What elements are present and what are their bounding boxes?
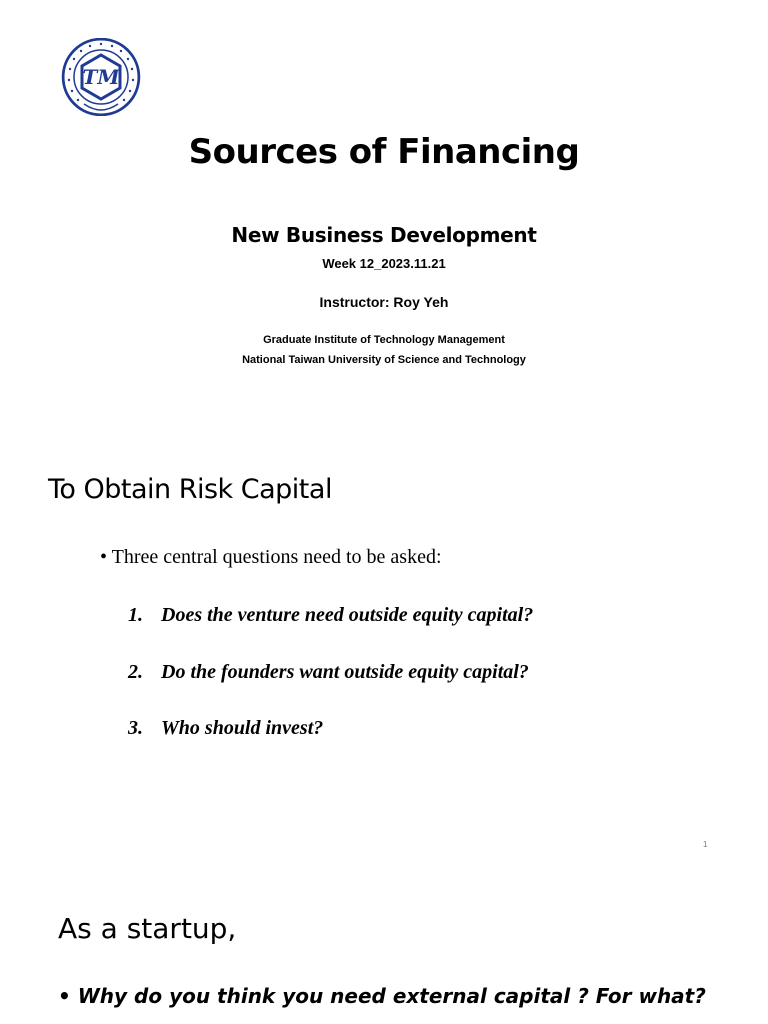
title-slide (0, 0, 768, 430)
svg-text:TM: TM (82, 65, 120, 89)
question-text: Do the founders want outside equity capital? (161, 661, 529, 683)
question-item (128, 661, 529, 684)
question-text: Does the venture need outside equity capital? (161, 604, 534, 626)
question-number: 2. (128, 661, 143, 683)
risk-capital-slide (0, 430, 768, 870)
instructor-name: Instructor: Roy Yeh (319, 294, 449, 310)
bullet-item: • Why do you think you need external capital ? For what? (58, 984, 706, 1008)
bullet-item: • Three central questions need to be asked: (100, 546, 442, 568)
page-number: 1 (703, 840, 708, 849)
page-title: Sources of Financing (188, 132, 580, 172)
tm-logo-icon (60, 38, 142, 116)
startup-slide (0, 870, 768, 1024)
question-item (128, 717, 323, 740)
question-number: 3. (128, 717, 143, 739)
slide-heading: As a startup, (58, 912, 237, 945)
question-item (128, 604, 533, 627)
institute-name: Graduate Institute of Technology Management (263, 334, 505, 346)
university-name: National Taiwan University of Science and Technology (242, 354, 526, 366)
week-date: Week 12_2023.11.21 (322, 256, 446, 271)
slide-heading: To Obtain Risk Capital (48, 474, 332, 505)
question-text: Who should invest? (161, 717, 324, 739)
question-number: 1. (128, 604, 143, 626)
course-subtitle: New Business Development (231, 223, 537, 247)
